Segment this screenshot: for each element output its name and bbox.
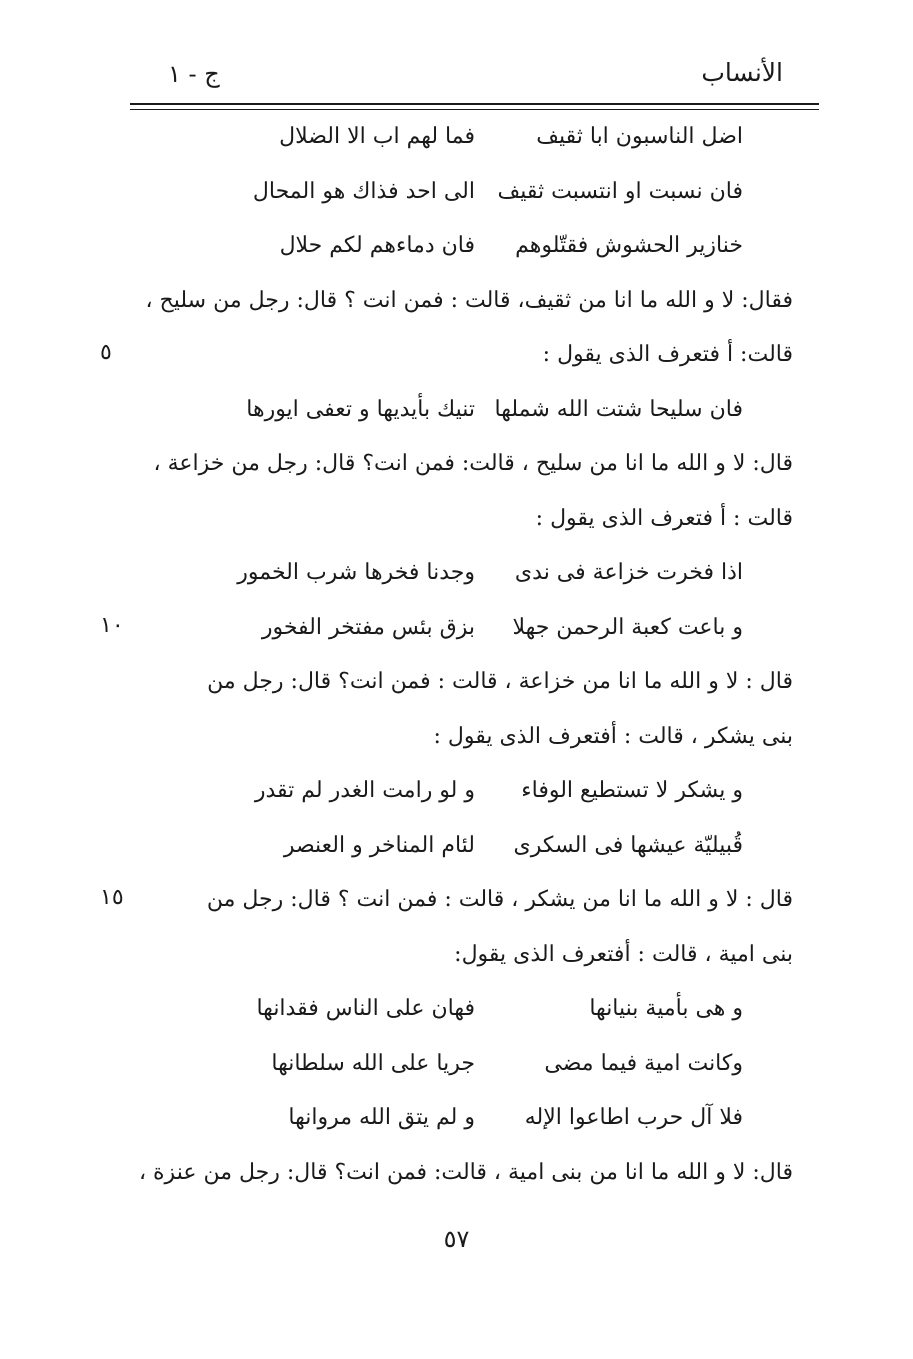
volume-label: ج - ١ bbox=[168, 60, 220, 88]
verse-hemistich-left: فهان على الناس فقدانها bbox=[256, 996, 475, 1021]
prose-line: قال : لا و الله ما انا من يشكر ، قالت : فمن انت ؟ قال: رجل من bbox=[206, 887, 793, 912]
verse-hemistich-left: بزق بئس مفتخر الفخور bbox=[261, 615, 475, 640]
verse-hemistich-left: تنيك بأيديها و تعفى ايورها bbox=[246, 397, 475, 422]
verse-hemistich-right: قُبيليّة عيشها فى السكرى bbox=[513, 833, 743, 858]
verse-hemistich-right: فان نسبت او انتسبت ثقيف bbox=[497, 179, 743, 204]
prose-line: قال : لا و الله ما انا من خزاعة ، قالت : فمن انت؟ قال: رجل من bbox=[207, 669, 793, 694]
verse-hemistich-right: اضل الناسبون ابا ثقيف bbox=[536, 124, 743, 149]
line-number: ٥ bbox=[100, 340, 112, 365]
verse-hemistich-left: جريا على الله سلطانها bbox=[271, 1051, 475, 1076]
verse-hemistich-right: وكانت امية فيما مضى bbox=[544, 1051, 743, 1076]
prose-line: بنى امية ، قالت : أفتعرف الذى يقول: bbox=[454, 942, 793, 967]
verse-hemistich-right: اذا فخرت خزاعة فى ندى bbox=[514, 560, 743, 585]
prose-line: فقال: لا و الله ما انا من ثقيف، قالت : فمن انت ؟ قال: رجل من سليح ، bbox=[145, 288, 793, 313]
verse-hemistich-right: و باعت كعبة الرحمن جهلا bbox=[512, 615, 743, 640]
verse-hemistich-left: لئام المناخر و العنصر bbox=[283, 833, 475, 858]
verse-hemistich-left: فما لهم اب الا الضلال bbox=[279, 124, 475, 149]
prose-line: بنى يشكر ، قالت : أفتعرف الذى يقول : bbox=[433, 724, 793, 749]
verse-hemistich-right: و يشكر لا تستطيع الوفاء bbox=[521, 778, 743, 803]
verse-hemistich-left: و لم يتق الله مروانها bbox=[288, 1105, 475, 1130]
verse-hemistich-left: الى احد فذاك هو المحال bbox=[252, 179, 475, 204]
prose-line: قال: لا و الله ما انا من بنى امية ، قالت: فمن انت؟ قال: رجل من عنزة ، bbox=[138, 1160, 793, 1185]
line-number: ١٠ bbox=[100, 613, 124, 638]
running-title: الأنساب bbox=[701, 58, 783, 87]
verse-hemistich-left: و لو رامت الغدر لم تقدر bbox=[254, 778, 475, 803]
prose-line: قال: لا و الله ما انا من سليح ، قالت: فمن انت؟ قال: رجل من خزاعة ، bbox=[153, 451, 793, 476]
verse-hemistich-left: وجدنا فخرها شرب الخمور bbox=[237, 560, 475, 585]
verse-hemistich-right: فان سليحا شتت الله شملها bbox=[494, 397, 743, 422]
header-rule-thin bbox=[130, 109, 819, 110]
verse-hemistich-right: و هى بأمية بنيانها bbox=[589, 996, 743, 1021]
prose-line: قالت: أ فتعرف الذى يقول : bbox=[542, 342, 793, 367]
line-number: ١٥ bbox=[100, 885, 124, 910]
header-rule bbox=[130, 103, 819, 105]
page-number: ٥٧ bbox=[443, 1225, 470, 1253]
prose-line: قالت : أ فتعرف الذى يقول : bbox=[535, 506, 793, 531]
verse-hemistich-right: خنازير الحشوش فقتّلوهم bbox=[515, 233, 743, 258]
verse-hemistich-right: فلا آل حرب اطاعوا الإله bbox=[524, 1105, 743, 1130]
verse-hemistich-left: فان دماءهم لكم حلال bbox=[279, 233, 475, 258]
